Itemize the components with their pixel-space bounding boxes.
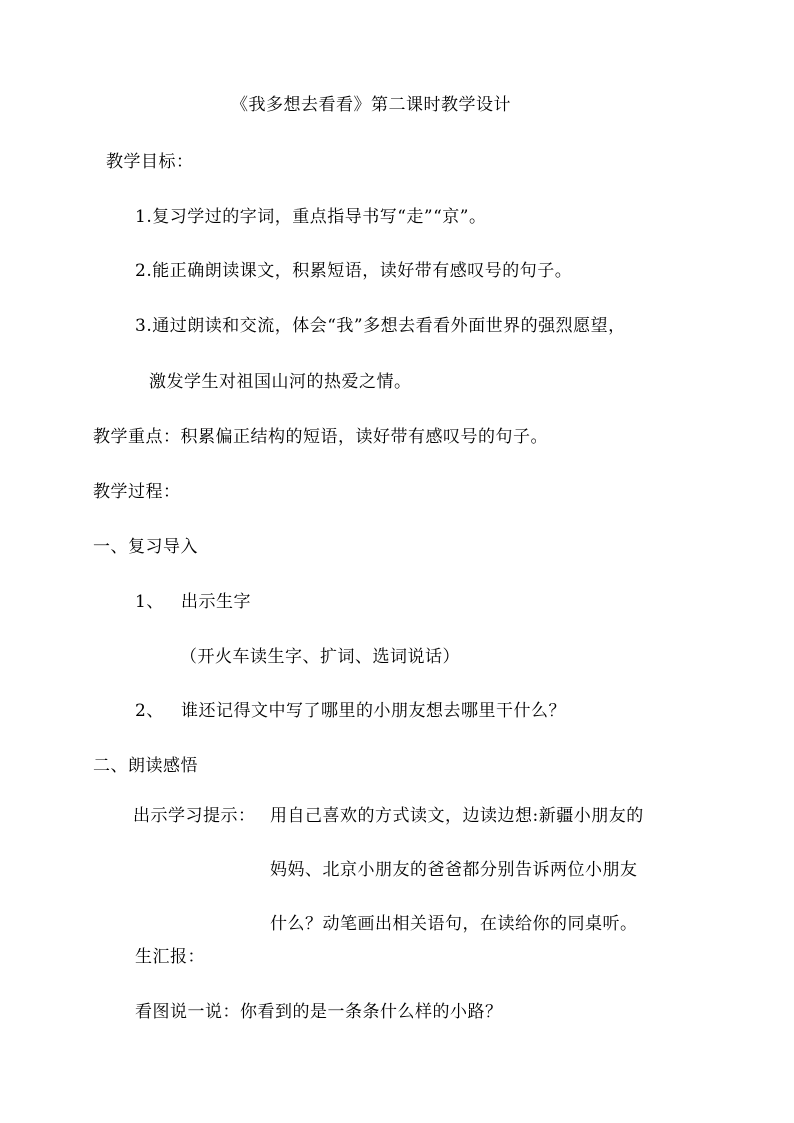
picture-talk-prompt: 看图说一说：你看到的是一条条什么样的小路？ [135,1002,503,1022]
objective-3-continued: 激发学生对祖国山河的热爱之情。 [149,372,412,392]
section1-item2-text: 谁还记得文中写了哪里的小朋友想去哪里干什么？ [181,701,566,721]
study-prompt-line-1: 用自己喜欢的方式读文，边读边想:新疆小朋友的 [270,806,644,826]
study-prompt-line-3: 什么？动笔画出相关语句，在读给你的同桌听。 [270,914,638,934]
objective-1: 1.复习学过的字词，重点指导书写“走”“京”。 [135,207,487,227]
process-heading: 教学过程： [93,482,181,502]
key-points: 教学重点：积累偏正结构的短语，读好带有感叹号的句子。 [93,427,548,447]
section1-item2-number: 2、 [135,701,164,721]
objective-3: 3.通过朗读和交流，体会“我”多想去看看外面世界的强烈愿望， [135,316,626,336]
student-report: 生汇报： [135,947,205,967]
study-prompt-label: 出示学习提示： [133,806,256,826]
section1-item1-number: 1、 [135,592,164,612]
study-prompt-line-2: 妈妈、北京小朋友的爸爸都分别告诉两位小朋友 [270,860,638,880]
section1-item1-text: 出示生字 [181,592,251,612]
objectives-heading: 教学目标： [106,152,194,172]
study-prompt-body [270,804,710,966]
section2-heading: 二、朗读感悟 [93,756,198,776]
objective-2: 2.能正确朗读课文，积累短语，读好带有感叹号的句子。 [135,261,573,281]
section1-item1-note: （开火车读生字、扩词、选词说话） [180,647,460,667]
document-title: 《我多想去看看》第二课时教学设计 [231,95,511,115]
section1-heading: 一、复习导入 [93,537,198,557]
